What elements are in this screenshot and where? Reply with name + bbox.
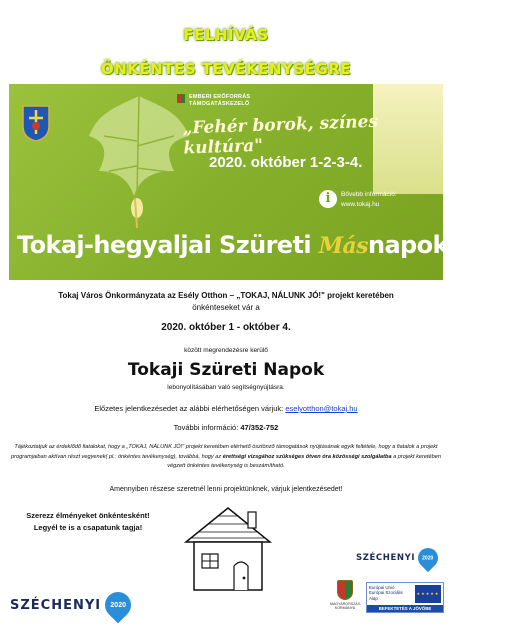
intro-rest: önkénteseket vár a: [192, 303, 260, 312]
ministry-line-1: EMBERI ERŐFORRÁS: [189, 94, 251, 100]
help-text: lebonyolításában való segítségnyújtásra.: [167, 384, 285, 391]
event-name-banner: [17, 231, 520, 259]
info-icon: i: [319, 190, 337, 208]
szechenyi-logo-large: [10, 592, 131, 618]
call-heading: FELHÍVÁS: [183, 26, 269, 44]
volunteer-heading: ÖNKÉNTES TEVÉKENYSÉGRE: [100, 60, 351, 78]
more-info-text: [0, 423, 452, 432]
intro-text: [0, 290, 452, 314]
crest-icon: [337, 580, 353, 600]
event-name-part1: Tokaj-hegyaljai Szüreti: [17, 231, 319, 259]
more-info-prefix: További információ:: [173, 423, 241, 432]
eu-slogan: BEFEKTETÉS A JÖVŐBE: [367, 605, 443, 612]
date-range: 2020. október 1 - október 4.: [161, 322, 291, 333]
apply-prefix: Előzetes jelentkezésedet az alábbi elérhetőségen várjuk:: [94, 404, 286, 413]
ministry-line-2: TÁMOGATÁSKEZELŐ: [189, 100, 250, 107]
gov-name-line-2: KORMÁNYA: [334, 606, 356, 611]
encouragement-text: [8, 510, 168, 534]
notice-text: [10, 443, 442, 472]
event-name-mas: Más: [318, 233, 368, 259]
info-url[interactable]: www.tokaj.hu: [341, 201, 380, 208]
hungarian-crest-icon: [177, 94, 185, 105]
szechenyi-year-large: 2020: [110, 601, 126, 609]
town-coat-of-arms-icon: [21, 104, 51, 142]
grape-leaf-illustration: [79, 86, 199, 236]
encouragement-line-1: Szerezz élményeket önkéntesként!: [26, 511, 150, 520]
event-banner: [9, 84, 520, 280]
eu-line-2: Európai Szociális: [369, 590, 403, 596]
event-title: Tokaji Szüreti Napok: [127, 360, 325, 380]
phone-number: 47/352-752: [240, 423, 279, 432]
eu-funding-logo: [366, 582, 444, 613]
info-label: Bővebb információ:: [341, 191, 397, 198]
ministry-logo: [177, 94, 250, 107]
eu-line-1: Európai Unió: [369, 585, 395, 590]
szechenyi-logo-small: [356, 548, 438, 568]
organized-text: között megrendezésre kerülő: [184, 347, 268, 354]
intro-bold: Tokaj Város Önkormányzata az Esély Otthon – „TOKAJ, NÁLUNK JÓ!" projekt keretében: [58, 291, 394, 300]
gov-name-line-1: MAGYARORSZÁG: [330, 602, 361, 606]
szechenyi-word-small: SZÉCHENYI: [356, 553, 416, 563]
notice-part1: Tájékoztatjuk az érdeklődő fiatalokat, hogy a „TOKAJ, NÁLUNK JÓ!" projekt keretében elérhető ösztönző támogatások nyújtásának egyik feltétele, hogy a fiatalok a projekt programjaiban aktívan részt vegyenek( pl.: önkéntes tevékenység), továbbá, hogy az: [10, 444, 438, 460]
banner-slogan: „Fehér borok, színes kultúra": [182, 111, 379, 159]
eu-flag-icon: ★★★★★: [415, 585, 441, 603]
eu-line-3: Alap: [369, 595, 378, 601]
location-pin-icon: [100, 587, 137, 624]
notice-bold: érettségi vizsgához szükséges ötven óra közösségi szolgálatba: [222, 453, 392, 460]
szechenyi-word-large: SZÉCHENYI: [10, 597, 102, 613]
closing-text: Amennyiben részese szeretnél lenni projektünknek, várjuk jelentkezésedet!: [109, 486, 343, 493]
encouragement-line-2: Legyél te is a csapatunk tagja!: [33, 523, 143, 532]
banner-dates: 2020. október 1-2-3-4.: [209, 154, 363, 171]
notice-part2: a projekt keretében végzett önkéntes tevékenység is beszámítható.: [167, 453, 442, 469]
email-link[interactable]: eselyotthon@tokaj.hu: [285, 404, 358, 413]
house-illustration: [178, 502, 278, 594]
event-name-part2: napok 2020: [367, 231, 520, 259]
location-pin-small-icon: [414, 544, 442, 572]
szechenyi-year-small: 2020: [422, 555, 434, 561]
apply-text: [0, 404, 452, 413]
government-logo: [330, 580, 360, 611]
